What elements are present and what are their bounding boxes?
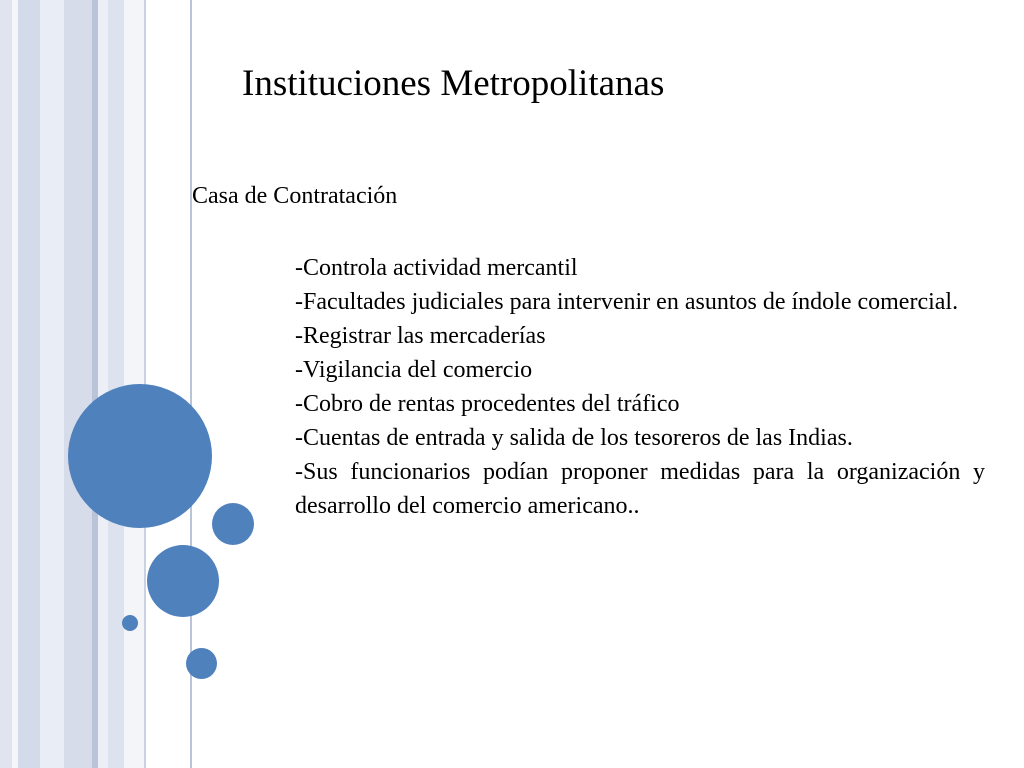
decorative-band [18,0,40,768]
decorative-circle-small [212,503,254,545]
decorative-band [40,0,64,768]
section-heading: Casa de Contratación [192,183,398,209]
decorative-band [0,0,12,768]
decorative-circle-medium [147,545,219,617]
list-item: -Cuentas de entrada y salida de los tesoreros de las Indias. [295,425,853,451]
list-item: -Facultades judiciales para intervenir en asuntos de índole comercial. [295,289,959,315]
list-item: -Controla actividad mercantil [295,255,578,281]
decorative-circle-large [68,384,212,528]
bullet-list [295,251,985,523]
list-item: -Registrar las mercaderías [295,323,546,349]
decorative-band [108,0,124,768]
list-item: -Cobro de rentas procedentes del tráfico [295,391,680,417]
decorative-band [64,0,92,768]
decorative-circle-tiny [122,615,138,631]
decorative-band [98,0,108,768]
slide-title: Instituciones Metropolitanas [242,63,665,104]
list-item: -Sus funcionarios podían proponer medidas para la organización y desarrollo del comercio americano.. [295,459,985,519]
list-item: -Vigilancia del comercio [295,357,533,383]
decorative-circle-small [186,648,217,679]
